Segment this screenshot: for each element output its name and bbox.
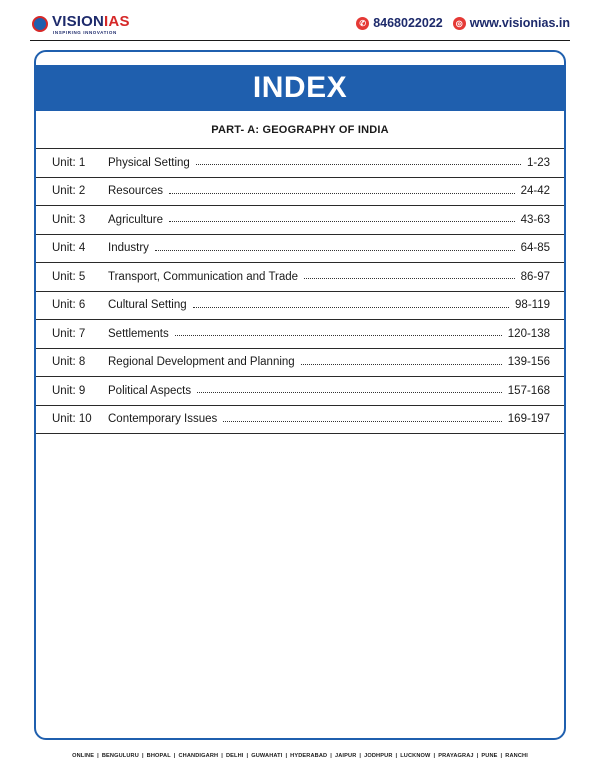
unit-number: Unit: 9 (52, 384, 86, 397)
unit-title: Settlements (108, 327, 169, 340)
globe-logo-icon (32, 16, 48, 32)
footer-city: HYDERABAD (290, 753, 328, 759)
index-banner: INDEX (36, 65, 564, 111)
footer-separator: | (500, 753, 503, 759)
dot-leader (196, 164, 521, 165)
footer-city: PRAYAGRAJ (438, 753, 474, 759)
dot-leader (175, 335, 502, 336)
footer-city: BHOPAL (146, 753, 171, 759)
dot-leader (169, 221, 515, 222)
dot-leader (197, 392, 502, 393)
index-row (36, 149, 564, 178)
page-range: 98-119 (515, 299, 550, 312)
footer-city: GUWAHATI (251, 753, 283, 759)
page-range: 1-23 (526, 156, 550, 169)
index-row (36, 235, 564, 264)
unit-title: Cultural Setting (108, 299, 187, 312)
dot-leader (304, 278, 515, 279)
footer-separator: | (246, 753, 249, 759)
page-range: 169-197 (507, 413, 550, 426)
footer-separator: | (97, 753, 99, 759)
page-range: 43-63 (520, 213, 550, 226)
unit-number: Unit: 8 (52, 356, 86, 369)
logo-tagline: INSPIRING INNOVATION (53, 30, 117, 35)
dot-leader (193, 307, 509, 308)
footer-separator: | (221, 753, 223, 759)
unit-number: Unit: 7 (52, 327, 86, 340)
page-range: 157-168 (507, 384, 550, 397)
unit-number: Unit: 1 (52, 156, 86, 169)
footer-city: PUNE (481, 753, 498, 759)
page-header (30, 10, 570, 40)
footer-separator: | (359, 753, 362, 759)
index-row (36, 178, 564, 207)
footer-city: RANCHI (505, 753, 528, 759)
dot-leader (301, 364, 502, 365)
globe-icon: ◎ (453, 17, 466, 30)
unit-number: Unit: 4 (52, 242, 86, 255)
visionias-logo (32, 12, 142, 38)
index-row (36, 349, 564, 378)
unit-title: Political Aspects (108, 384, 192, 397)
page-range: 64-85 (520, 242, 550, 255)
footer-separator: | (395, 753, 398, 759)
index-row (36, 377, 564, 406)
index-row (36, 320, 564, 349)
unit-title: Regional Development and Planning (108, 356, 295, 369)
header-divider (30, 40, 570, 41)
contact-info (356, 16, 570, 30)
index-row (36, 292, 564, 321)
unit-title: Physical Setting (108, 156, 190, 169)
index-row (36, 406, 564, 435)
phone-contact (356, 16, 443, 30)
part-heading: PART- A: GEOGRAPHY OF INDIA (211, 124, 389, 136)
unit-number: Unit: 5 (52, 270, 86, 283)
page-range: 120-138 (507, 327, 550, 340)
index-frame (34, 50, 566, 740)
footer-separator: | (330, 753, 332, 759)
footer-city: JODHPUR (364, 753, 393, 759)
footer-separator: | (285, 753, 288, 759)
index-row (36, 206, 564, 235)
unit-title: Industry (108, 242, 149, 255)
phone-icon: ✆ (356, 17, 369, 30)
page-range: 139-156 (507, 356, 550, 369)
phone-number: 8468022022 (373, 16, 443, 30)
footer-separator: | (173, 753, 176, 759)
unit-title: Agriculture (108, 213, 163, 226)
logo-wordmark: VISIONIAS (52, 13, 130, 30)
dot-leader (169, 193, 515, 194)
footer-cities (30, 753, 570, 759)
footer-city: BENGULURU (101, 753, 139, 759)
footer-separator: | (476, 753, 479, 759)
footer-city: LUCKNOW (400, 753, 431, 759)
unit-number: Unit: 3 (52, 213, 86, 226)
dot-leader (155, 250, 515, 251)
unit-title: Contemporary Issues (108, 413, 218, 426)
website-url: www.visionias.in (469, 16, 570, 30)
website-contact (453, 16, 570, 30)
unit-number: Unit: 6 (52, 299, 86, 312)
footer-city: JAIPUR (334, 753, 357, 759)
unit-number: Unit: 10 (52, 413, 92, 426)
unit-number: Unit: 2 (52, 185, 86, 198)
index-row (36, 263, 564, 292)
page-range: 86-97 (520, 270, 550, 283)
footer-city: ONLINE (72, 753, 95, 759)
footer-city: DELHI (225, 753, 244, 759)
index-table (36, 148, 564, 434)
footer-separator: | (141, 753, 144, 759)
footer-city: CHANDIGARH (178, 753, 219, 759)
dot-leader (223, 421, 501, 422)
unit-title: Transport, Communication and Trade (108, 270, 299, 283)
unit-title: Resources (108, 185, 163, 198)
page-range: 24-42 (520, 185, 550, 198)
footer-separator: | (433, 753, 436, 759)
